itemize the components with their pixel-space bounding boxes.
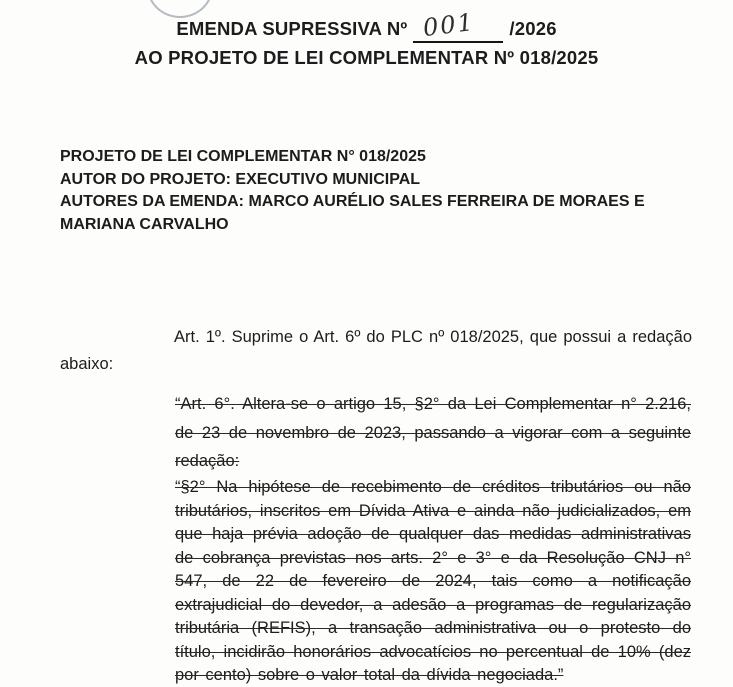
title-line-1 xyxy=(0,7,733,43)
title-line-2: AO PROJETO DE LEI COMPLEMENTAR Nº 018/2025 xyxy=(134,47,599,68)
title-prefix: EMENDA SUPRESSIVA Nº xyxy=(176,18,408,39)
suppressed-quote-1: “Art. 6°. Altera-se o artigo 15, §2° da Lei Complementar n° 2.216, de 23 de novembro de 2023, passando a vigorar com a seguinte redação: xyxy=(175,395,691,470)
article-1-paragraph: Art. 1º. Suprime o Art. 6º do PLC nº 018/2025, que possui a redação abaixo: xyxy=(60,328,692,373)
project-number-line: PROJETO DE LEI COMPLEMENTAR N° 018/2025 xyxy=(60,148,426,165)
project-info-block xyxy=(60,146,692,236)
document-title xyxy=(0,7,733,72)
suppressed-quote-2: “§2° Na hipótese de recebimento de créditos tributários ou não tributários, inscritos em Dívida Ativa e ainda não judicializados, em que haja prévia adoção de qualquer das medidas administrativas de cobrança previstas nos arts. 2° e 3° e da Resolução CNJ n° 547, de 22 de fevereiro de 2024, tais como a notificação extrajudicial do devedor, a adesão a programas de regularização tributária (REFIS), a transação administrativa ou o protesto do título, incidirão honorários advocatícios no percentual de 10% (dez por cento) sobre o valor total da dívida negociada.” xyxy=(175,478,691,684)
handwritten-amendment-number: 001 xyxy=(421,7,477,43)
title-suffix: /2026 xyxy=(509,18,557,39)
project-author-line: AUTOR DO PROJETO: EXECUTIVO MUNICIPAL xyxy=(60,170,421,188)
amendment-number-blank xyxy=(413,7,503,43)
amendment-authors-line: AUTORES DA EMENDA: MARCO AURÉLIO SALES FERREIRA DE MORAES E MARIANA CARVALHO xyxy=(60,193,645,233)
